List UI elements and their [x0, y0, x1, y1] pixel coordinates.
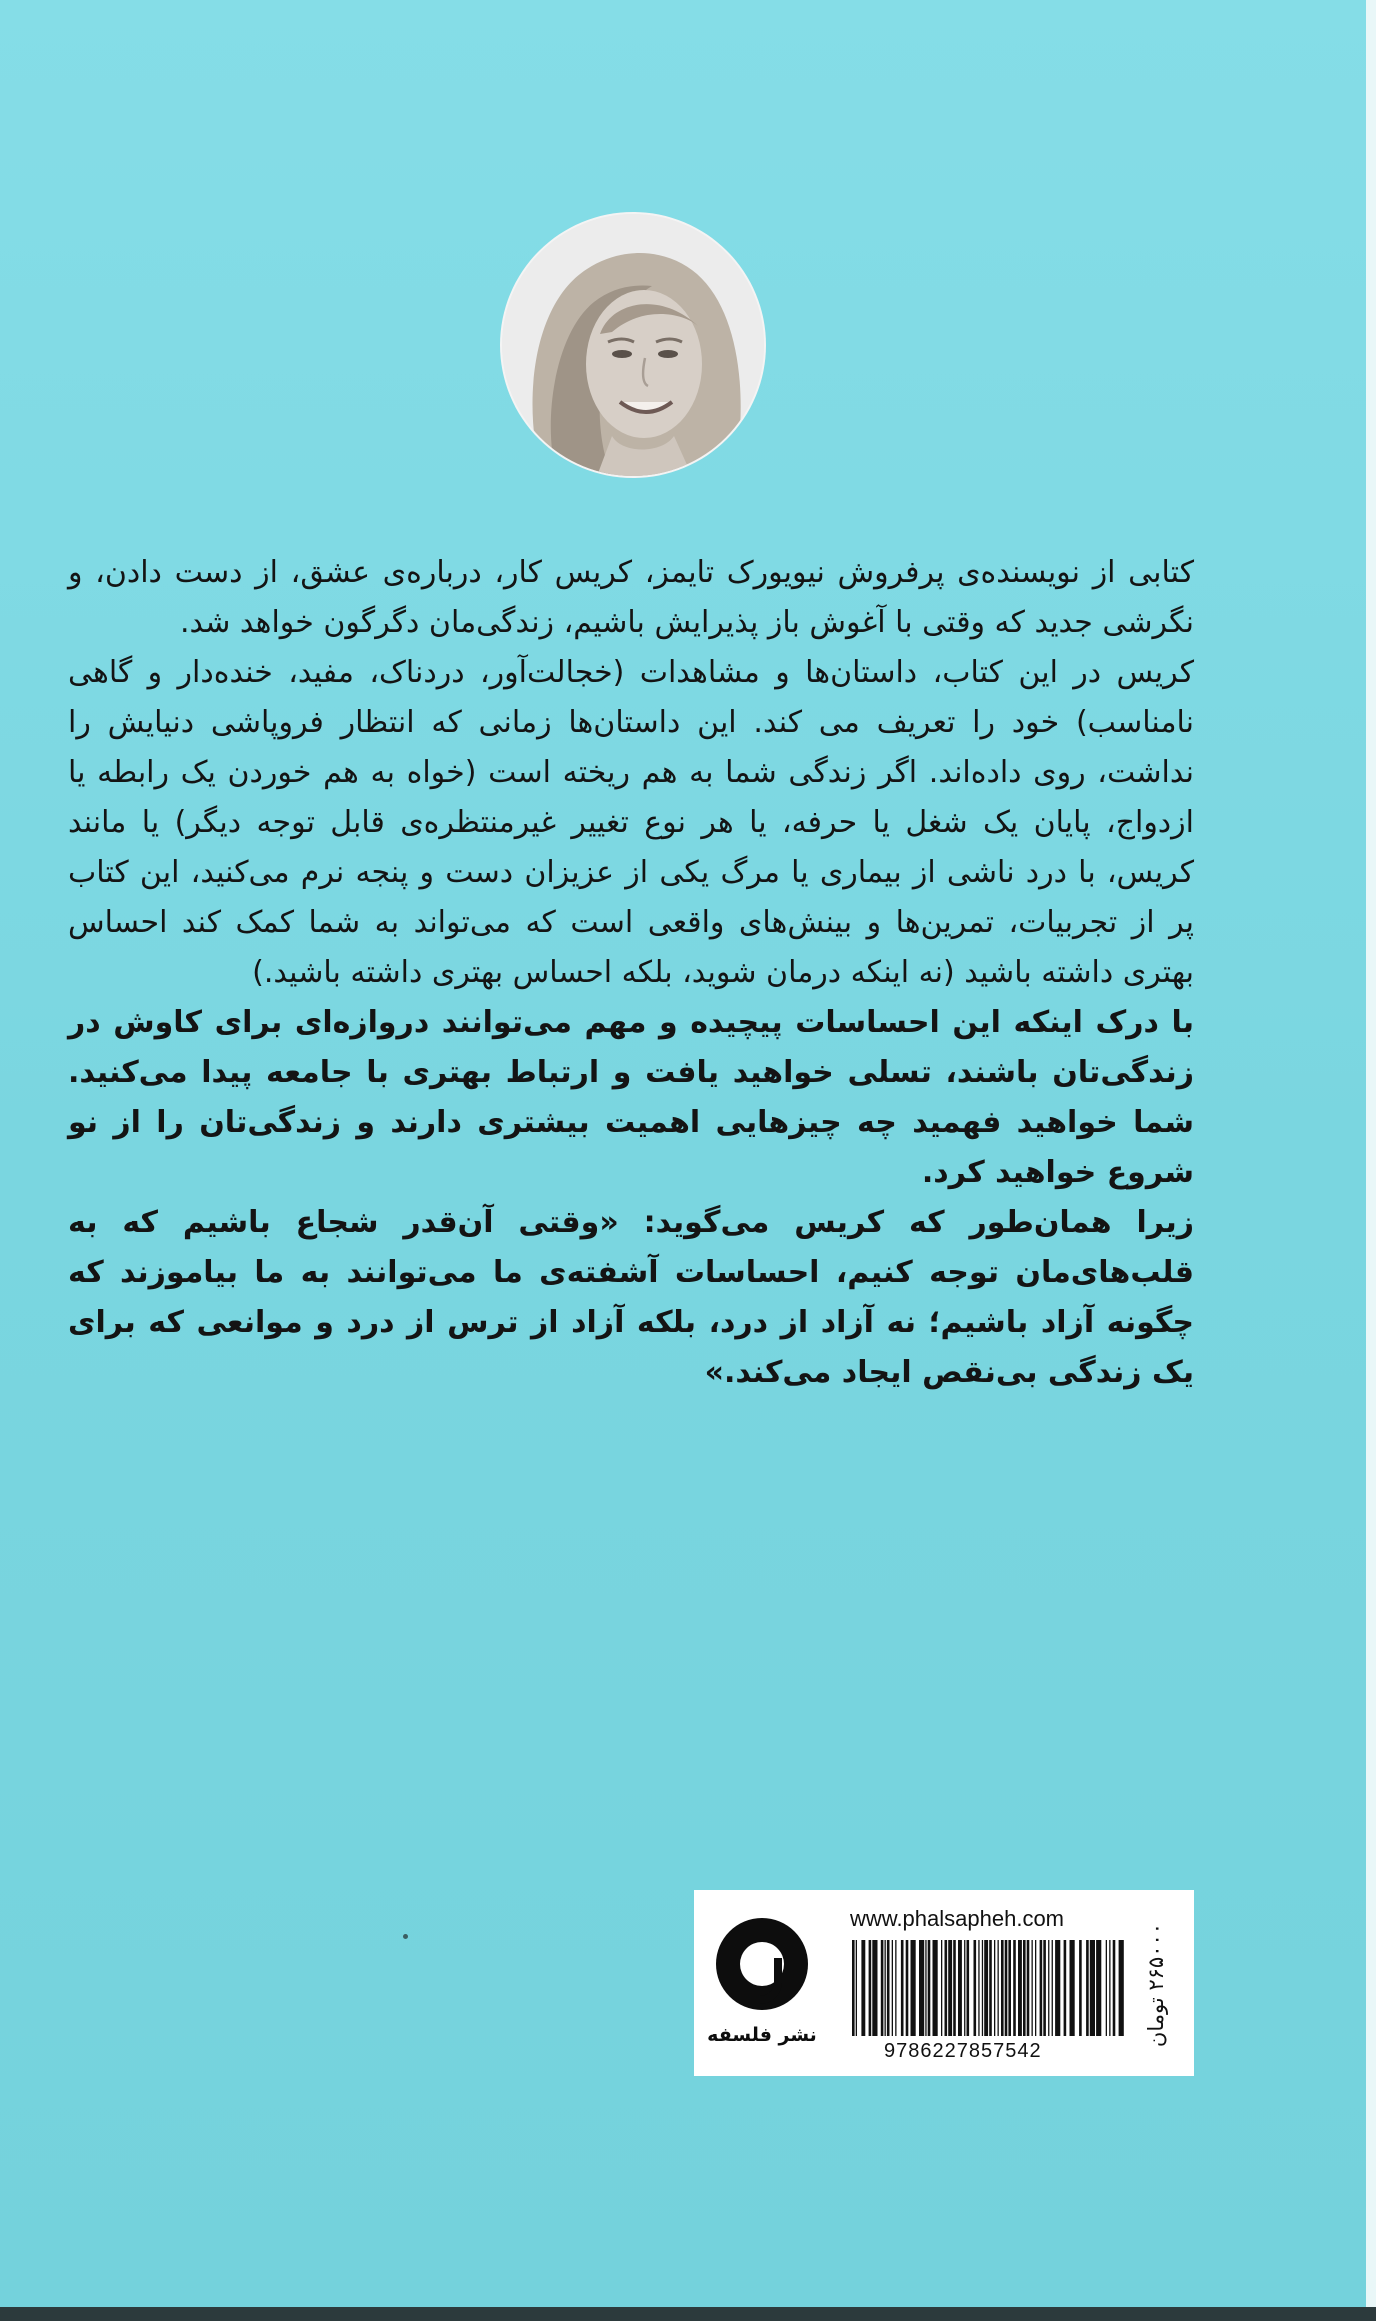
barcode-bar: [1106, 1940, 1107, 2036]
barcode-bar: [1013, 1940, 1016, 2036]
blurb-paragraph-understanding: با درک اینکه این احساسات پیچیده و مهم می‌توانند دروازه‌ای برای کاوش در زندگی‌تان باشند، تسلی خواهید یافت و ارتباط بهتری با جامعه پیدا می‌کنید. شما خواهید فهمید چه چیزهایی اهمیت بیشتری دارند و زندگی‌تان را از نو شروع خواهید کرد.: [68, 1005, 1194, 1190]
barcode-bar: [1001, 1940, 1004, 2036]
barcode-bar: [967, 1940, 970, 2036]
barcode-bar: [881, 1940, 884, 2036]
barcode-bar: [948, 1940, 952, 2036]
barcode-bar: [861, 1940, 865, 2036]
isbn-number: 9786227857542: [884, 2040, 1042, 2062]
blurb-paragraph-body: کریس در این کتاب، داستان‌ها و مشاهدات (خجالت‌آور، دردناک، مفید، خنده‌دار و گاهی نامناسب) خود را تعریف می کند. این داستان‌ها زمانی که انتظار فروپاشی دنیایش را نداشت، روی داده‌اند. اگر زندگی شما به هم ریخته است (خواه به هم خوردن یک رابطه یا ازدواج، پایان یک شغل یا حرفه، یا هر نوع تغییر غیرمنتظره‌ی قابل توجه دیگر) یا مانند کریس، با درد ناشی از بیماری یا مرگ یکی از عزیزان دست و پنجه نرم می‌کنید، این کتاب پر از تجربیات، تمرین‌ها و بینش‌های واقعی است که می‌تواند به شما کمک کند احساس بهتری داشته باشید (نه اینکه درمان شوید، بلکه احساس بهتری داشته باشید.): [68, 655, 1194, 990]
print-speck: [403, 1934, 408, 1939]
barcode-bar: [869, 1940, 872, 2036]
barcode-bar: [1113, 1940, 1116, 2036]
barcode-bar: [1090, 1940, 1095, 2036]
barcode-bar: [928, 1940, 931, 2036]
barcode-bar: [895, 1940, 896, 2036]
barcode-bar: [1109, 1940, 1110, 2036]
blurb-paragraph-quote: زیرا همان‌طور که کریس می‌گوید: «وقتی آن‌قدر شجاع باشیم که به قلب‌های‌مان توجه کنیم، احساسات آشفته‌ی ما می‌توانند به ما بیاموزند که چگونه آزاد باشیم؛ نه آزاد از درد، بلکه آزاد از ترس از درد و موانعی که برای یک زندگی بی‌نقص ایجاد می‌کند.»: [68, 1205, 1194, 1390]
barcode-bar: [1023, 1940, 1026, 2036]
barcode-bar: [925, 1940, 926, 2036]
barcode-bar: [1070, 1940, 1075, 2036]
barcode-bar: [958, 1940, 962, 2036]
barcode-bar: [919, 1940, 924, 2036]
barcode-bar: [1018, 1940, 1022, 2036]
price-label: [1126, 1910, 1186, 2060]
barcode-bar: [964, 1940, 965, 2036]
barcode-bar: [1096, 1940, 1101, 2036]
bottom-edge: [0, 2307, 1376, 2321]
barcode-bar: [1048, 1940, 1049, 2036]
barcode-bar: [885, 1940, 886, 2036]
blurb-paragraph-intro: کتابی از نویسنده‌ی پرفروش نیویورک تایمز، کریس کار، درباره‌ی عشق، از دست دادن، و نگرشی جدید که وقتی با آغوش باز پذیرایش باشیم، زندگی‌مان دگرگون خواهد شد.: [68, 555, 1194, 640]
barcode-bar: [892, 1940, 893, 2036]
barcode-bar: [1035, 1940, 1036, 2036]
barcode-bar: [978, 1940, 979, 2036]
barcode-panel: [694, 1890, 1194, 2076]
isbn-barcode: [850, 1940, 1126, 2036]
publisher-website: www.phalsapheh.com: [850, 1906, 1065, 1931]
publisher-logo-icon: [716, 1918, 808, 2010]
barcode-bar: [1064, 1940, 1067, 2036]
barcode-bar: [1043, 1940, 1046, 2036]
barcode-bar: [984, 1940, 988, 2036]
barcode-bar: [941, 1940, 942, 2036]
book-description: [68, 548, 1194, 1398]
price-text: ۲۶۵۰۰۰ تومان: [1144, 1922, 1168, 2048]
barcode-bar: [974, 1940, 977, 2036]
barcode-bar: [953, 1940, 956, 2036]
barcode-bar: [998, 1940, 999, 2036]
barcode-bar: [1119, 1940, 1124, 2036]
barcode-bar: [982, 1940, 983, 2036]
barcode-bar: [906, 1940, 909, 2036]
barcode-bar: [989, 1940, 992, 2036]
barcode-bar: [994, 1940, 995, 2036]
barcode-bar: [901, 1940, 904, 2036]
barcode-bar: [1086, 1940, 1089, 2036]
barcode-bar: [852, 1940, 855, 2036]
author-portrait: [502, 214, 764, 476]
barcode-bar: [1008, 1940, 1011, 2036]
barcode-bar: [911, 1940, 916, 2036]
barcode-bar: [1055, 1940, 1060, 2036]
barcode-bar: [933, 1940, 938, 2036]
barcode-bar: [1052, 1940, 1053, 2036]
barcode-bar: [1040, 1940, 1043, 2036]
barcode-bar: [856, 1940, 857, 2036]
barcode-bar: [945, 1940, 948, 2036]
spine-edge: [1366, 0, 1376, 2321]
barcode-bar: [887, 1940, 890, 2036]
publisher-name: نشر فلسفه: [707, 2024, 817, 2046]
barcode-bar: [1032, 1940, 1033, 2036]
barcode-bar: [872, 1940, 877, 2036]
barcode-bar: [1005, 1940, 1008, 2036]
barcode-bar: [1027, 1940, 1030, 2036]
barcode-bar: [1079, 1940, 1082, 2036]
